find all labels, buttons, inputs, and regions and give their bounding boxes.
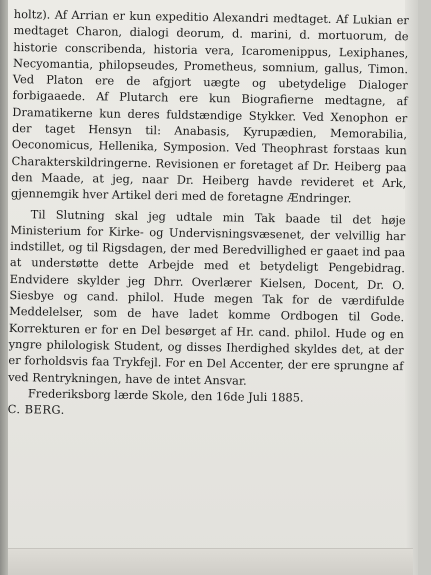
page-bottom-edge [8, 548, 413, 575]
paragraph-editions: holtz). Af Arrian er kun expeditio Alexandri medtaget. Af Lukian er medtaget Charon, dialogi deorum, d. marini, d. mortuorum, de historie conscribenda, historia vera, Icaromenippus, Lexiphanes, Necyomantia, philopseudes, Prometheus, somnium, gallus, Timon. Ved Platon ere de afgjort uægte og ubetydelige Dialoger forbigaaede. Af Plutarch ere kun Biografierne medtagne, af Dramatikerne kun deres fuldstændige Stykker. Ved Xenophon er der taget Hensyn til: Anabasis, Kyrupædien, Memorabilia, Oeconomicus, Hellenika, Symposion. Ved Theophrast forstaas kun Charakterskildringerne. Revisionen er foretaget af Dr. Heiberg paa den Maade, at jeg, naar Dr. Heiberg havde revideret et Ark, gjennemgik hver Artikel deri med de foretagne Ændringer. [10, 6, 409, 206]
adjacent-page-edge [0, 0, 8, 575]
signature: C. BERG. [7, 402, 65, 417]
page-text [8, 6, 409, 424]
paragraph-acknowledgements: Til Slutning skal jeg udtale min Tak baade til det høje Ministerium for Kirke- og Undervisningsvæsenet, der velvillig har indstillet, og til Rigsdagen, der med Beredvillighed er gaaet ind paa at understøtte dette Arbejde med et betydeligt Pengebidrag. Endvidere skylder jeg Dhrr. Overlærer Kielsen, Docent, Dr. O. Siesbye og cand. philol. Hude megen Tak for de værdifulde Meddelelser, som de have ladet komme Ordbogen til Gode. Korrekturen er for en Del besørget af Hr. cand. philol. Hude og en yngre philologisk Student, og disses Iherdighed skyldes det, at der er forholdsvis faa Trykfejl. For en Del Accenter, der ere sprungne af ved Rentrykningen, have de intet Ansvar. [8, 206, 406, 388]
place-date-line: Frederiksborg lærde Skole, den 16de Juli 1885. [27, 386, 304, 405]
